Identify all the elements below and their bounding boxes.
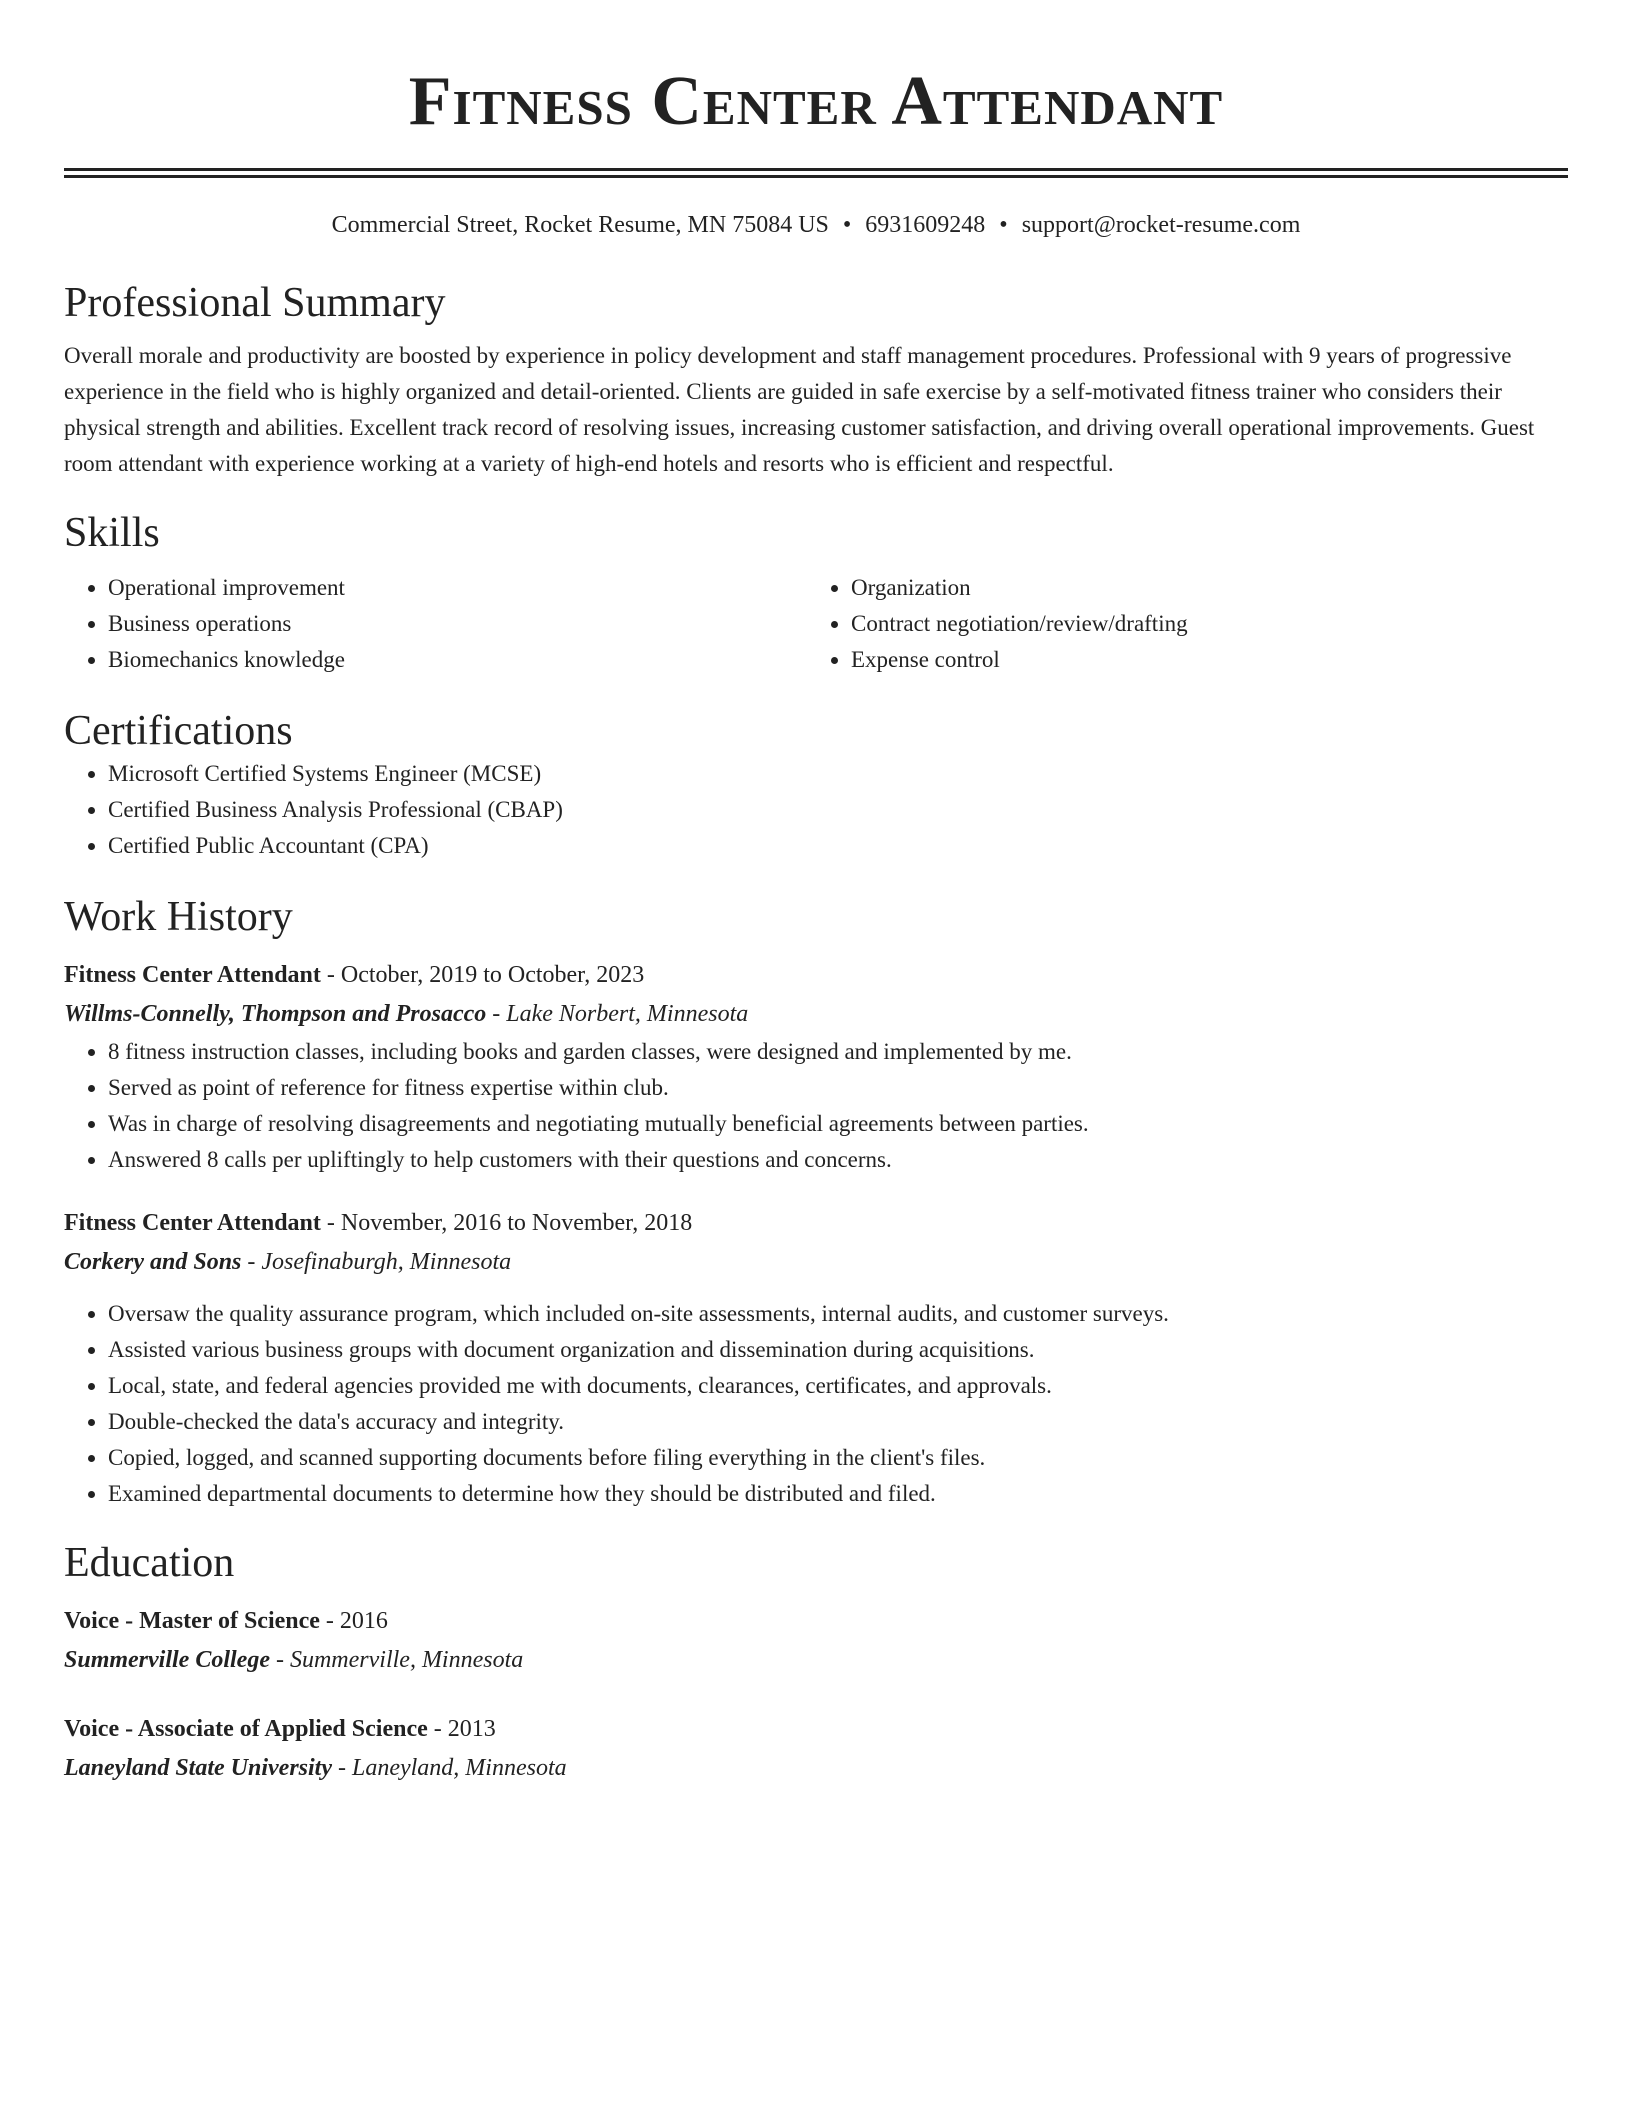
degree-line	[64, 1710, 1568, 1748]
section-heading-skills: Skills	[64, 510, 160, 556]
skill-item: • Operational improvement	[108, 570, 807, 606]
degree-year: - 2016	[319, 1608, 388, 1634]
education-entry	[64, 1602, 1568, 1680]
contact-separator: •	[842, 212, 852, 238]
summary-text: Overall morale and productivity are boosted by experience in policy development and staff management procedures. Professional with 9 years of progressive experience in the field who is highly organized and detail-oriented. Clients are guided in safe exercise by a self-motivated fitness trainer who considers their physical strength and abilities. Excellent track record of resolving issues, increasing customer satisfaction, and driving overall operational improvements. Guest room attendant with experience working at a variety of high-end hotels and resorts who is efficient and respectful.	[64, 343, 1535, 476]
job-bullet: • Answered 8 calls per upliftingly to help customers with their questions and concerns.	[108, 1142, 1568, 1178]
job-company: Corkery and Sons	[64, 1249, 242, 1275]
job-entry	[64, 1204, 1568, 1512]
school-name: Summerville College	[64, 1647, 270, 1673]
certifications-list	[64, 756, 1568, 864]
contact-separator: •	[999, 212, 1008, 238]
skill-item: • Contract negotiation/review/drafting	[851, 606, 1550, 642]
skills-grid	[64, 570, 1568, 678]
education-section	[64, 1538, 1568, 1788]
school-line	[64, 1640, 1568, 1680]
summary-section	[64, 278, 1568, 482]
job-company: Willms-Connelly, Thompson and Prosacco	[64, 1001, 487, 1027]
school-name: Laneyland State University	[64, 1755, 332, 1781]
contact-phone: 6931609248	[865, 212, 986, 238]
skill-item: • Expense control	[851, 642, 1550, 678]
skills-column-right	[807, 570, 1550, 678]
job-bullet: • Oversaw the quality assurance program, which included on-site assessments, internal audits, and customer surveys.	[108, 1296, 1568, 1332]
job-bullet: • Copied, logged, and scanned supporting documents before filing everything in the client's files.	[108, 1440, 1568, 1476]
job-location: - Josefinaburgh, Minnesota	[241, 1249, 512, 1275]
section-heading-summary: Professional Summary	[64, 280, 446, 326]
section-heading-certifications: Certifications	[64, 708, 293, 754]
skills-column-left	[64, 570, 807, 678]
section-heading-education: Education	[64, 1540, 235, 1586]
certification-item: • Microsoft Certified Systems Engineer (MCSE)	[108, 756, 1568, 792]
school-location: - Laneyland, Minnesota	[331, 1755, 567, 1781]
certification-item: • Certified Business Analysis Professional (CBAP)	[108, 792, 1568, 828]
job-company-line	[64, 994, 1568, 1034]
job-bullet: • Double-checked the data's accuracy and integrity.	[108, 1404, 1568, 1440]
certifications-section	[64, 706, 1568, 864]
resume-title: Fitness Center Attendant	[408, 63, 1224, 140]
education-entry	[64, 1710, 1568, 1788]
certification-item: • Certified Public Accountant (CPA)	[108, 828, 1568, 864]
skills-list-right	[807, 570, 1550, 678]
skill-item: • Organization	[851, 570, 1550, 606]
job-bullet-list	[64, 1034, 1568, 1178]
job-bullet: • Was in charge of resolving disagreements and negotiating mutually beneficial agreements between parties.	[108, 1106, 1568, 1142]
contact-address: Commercial Street, Rocket Resume, MN 75084 US	[331, 212, 829, 238]
school-location: - Summerville, Minnesota	[269, 1647, 524, 1673]
degree: Voice - Master of Science	[64, 1608, 320, 1634]
title-double-rule	[64, 168, 1568, 178]
job-bullet: • 8 fitness instruction classes, including books and garden classes, were designed and implemented by me.	[108, 1034, 1568, 1070]
degree-line	[64, 1602, 1568, 1640]
job-location: - Lake Norbert, Minnesota	[486, 1001, 749, 1027]
job-dates: - October, 2019 to October, 2023	[320, 962, 645, 988]
job-bullet: • Local, state, and federal agencies provided me with documents, clearances, certificates, and approvals.	[108, 1368, 1568, 1404]
skills-list-left	[64, 570, 807, 678]
job-bullet: • Assisted various business groups with document organization and dissemination during acquisitions.	[108, 1332, 1568, 1368]
job-title: Fitness Center Attendant	[64, 962, 321, 988]
skill-item: • Biomechanics knowledge	[108, 642, 807, 678]
job-bullet: • Examined departmental documents to determine how they should be distributed and filed.	[108, 1476, 1568, 1512]
job-company-line	[64, 1242, 1568, 1282]
contact-line	[64, 210, 1568, 240]
job-title: Fitness Center Attendant	[64, 1210, 321, 1236]
job-dates: - November, 2016 to November, 2018	[320, 1210, 693, 1236]
job-bullet-list	[64, 1296, 1568, 1512]
degree-year: - 2013	[427, 1716, 496, 1742]
job-title-line	[64, 956, 1568, 994]
job-entry	[64, 956, 1568, 1178]
section-heading-work-history: Work History	[64, 894, 293, 940]
school-line	[64, 1748, 1568, 1788]
job-bullet: • Served as point of reference for fitness expertise within club.	[108, 1070, 1568, 1106]
job-title-line	[64, 1204, 1568, 1242]
skills-section	[64, 508, 1568, 678]
contact-email: support@rocket-resume.com	[1021, 212, 1301, 238]
degree: Voice - Associate of Applied Science	[64, 1716, 428, 1742]
skill-item: • Business operations	[108, 606, 807, 642]
work-history-section	[64, 892, 1568, 1512]
